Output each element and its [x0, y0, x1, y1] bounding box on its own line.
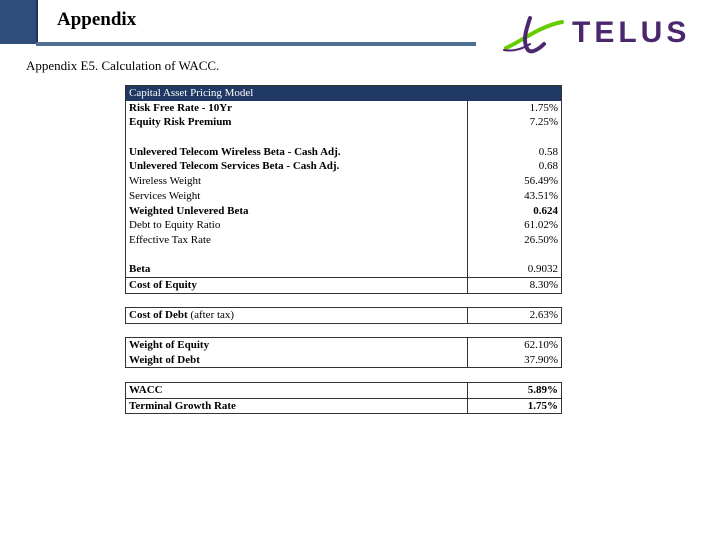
capm-table	[125, 85, 562, 294]
capm-header-row	[126, 86, 561, 101]
table-row: Debt to Equity Ratio 61.02%	[126, 218, 561, 233]
cost-of-debt-label-suffix: (after tax)	[187, 309, 235, 321]
telus-leaf-icon	[500, 12, 570, 56]
title-underline	[36, 42, 476, 46]
table-row: Effective Tax Rate 26.50%	[126, 233, 561, 248]
cost-of-debt-label: Cost of Debt	[129, 309, 188, 321]
table-row-cost-of-equity: Cost of Equity 8.30%	[126, 278, 561, 293]
subtitle: Appendix E5. Calculation of WACC.	[26, 58, 220, 73]
cost-of-debt-table	[125, 307, 562, 324]
table-row	[126, 248, 561, 263]
cost-of-debt-value: 2.63%	[529, 309, 558, 321]
weights-table	[125, 337, 562, 368]
page-title: Appendix	[57, 9, 137, 30]
table-row: Services Weight 43.51%	[126, 189, 561, 204]
wacc-summary-table	[125, 382, 562, 414]
table-row-wacc: WACC 5.89%	[126, 383, 561, 399]
table-row: Beta 0.9032	[126, 262, 561, 278]
table-row-terminal-growth: Terminal Growth Rate 1.75%	[126, 399, 561, 414]
table-row: Unlevered Telecom Services Beta - Cash Adj. 0.68	[126, 159, 561, 174]
header-accent-box	[0, 0, 38, 44]
table-row	[126, 308, 561, 323]
table-row: Weight of Debt 37.90%	[126, 353, 561, 368]
table-row: Wireless Weight 56.49%	[126, 174, 561, 189]
table-row: Weight of Equity 62.10%	[126, 338, 561, 353]
table-row: Risk Free Rate - 10Yr 1.75%	[126, 101, 561, 116]
table-row: Unlevered Telecom Wireless Beta - Cash Adj. 0.58	[126, 145, 561, 160]
telus-logo	[500, 12, 710, 56]
table-row: Equity Risk Premium 7.25%	[126, 115, 561, 130]
capm-header-title: Capital Asset Pricing Model	[129, 87, 254, 99]
logo-wordmark: TELUS	[572, 16, 691, 49]
table-row: Weighted Unlevered Beta 0.624	[126, 204, 561, 219]
table-row	[126, 130, 561, 145]
